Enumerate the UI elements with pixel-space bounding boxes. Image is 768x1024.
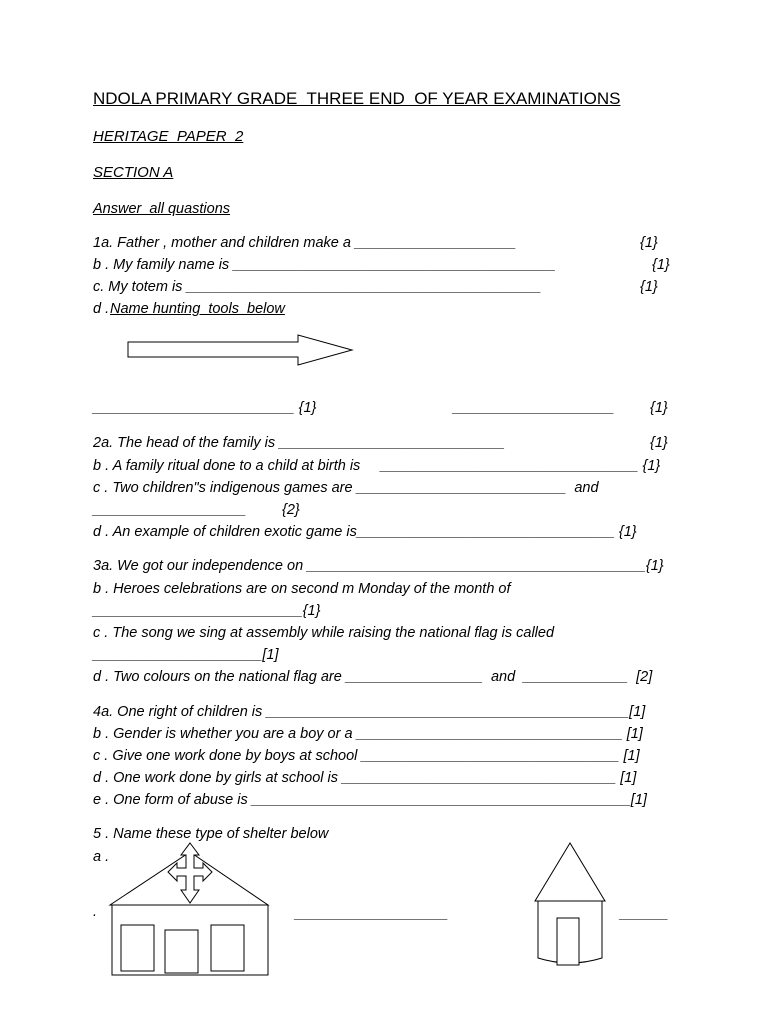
question-5: 5 . Name these type of shelter below bbox=[93, 826, 329, 842]
question-4d: d . One work done by girls at school is __________________________________ [1] bbox=[93, 770, 637, 786]
question-2b: b . A family ritual done to a child at birth is ________________________________ {1} bbox=[93, 458, 661, 474]
question-3b: b . Heroes celebrations are on second m Monday of the month of bbox=[93, 581, 511, 597]
mark-1b: {1} bbox=[652, 257, 670, 273]
mark-hunting-2: {1} bbox=[650, 400, 668, 416]
question-3c-blank: _____________________[1] bbox=[93, 647, 279, 663]
question-2c-blank: ___________________ bbox=[93, 502, 247, 518]
mark-2c: {2} bbox=[282, 502, 300, 518]
question-4b: b . Gender is whether you are a boy or a _________________________________ [1] bbox=[93, 726, 643, 742]
question-3a: 3a. We got our independence on __________________________________________{1} bbox=[93, 558, 664, 574]
section-title: SECTION A bbox=[93, 164, 174, 181]
question-3b-blank: __________________________{1} bbox=[93, 603, 321, 619]
question-1a: 1a. Father , mother and children make a ____________________ bbox=[93, 235, 517, 251]
paper-title: HERITAGE PAPER 2 bbox=[93, 128, 244, 145]
house-drawing bbox=[110, 843, 268, 975]
mark-1c: {1} bbox=[640, 279, 658, 295]
question-1c: c. My totem is ____________________________________________ bbox=[93, 279, 542, 295]
question-2d: d . An example of children exotic game is________________________________ {1} bbox=[93, 524, 637, 540]
instruction: Answer all quastions bbox=[93, 201, 231, 217]
mark-1a: {1} bbox=[640, 235, 658, 251]
question-4e: e . One form of abuse is _______________________________________________[1] bbox=[93, 792, 647, 808]
question-5a: a . bbox=[93, 849, 110, 865]
mark-2a: {1} bbox=[650, 435, 668, 451]
question-5-dot: . bbox=[93, 904, 98, 920]
question-1b: b . My family name is ________________________________________ bbox=[93, 257, 556, 273]
shelter-blank-1: ___________________ bbox=[295, 906, 449, 922]
hunting-tool-blank-1: _________________________ {1} bbox=[93, 400, 317, 416]
question-4a: 4a. One right of children is _____________________________________________[1] bbox=[93, 704, 646, 720]
spear-arrow-drawing bbox=[128, 335, 352, 365]
question-4c: c . Give one work done by boys at school ________________________________ [1] bbox=[93, 748, 640, 764]
shelter-blank-2: ______ bbox=[620, 906, 669, 922]
question-3d: d . Two colours on the national flag are _________________ and _____________ [2] bbox=[93, 669, 653, 685]
question-2c: c . Two children"s indigenous games are __________________________ and bbox=[93, 480, 599, 496]
question-1d-prefix: d . bbox=[93, 301, 110, 317]
question-3c: c . The song we sing at assembly while raising the national flag is called bbox=[93, 625, 555, 641]
hut-drawing bbox=[535, 843, 605, 965]
exam-title: NDOLA PRIMARY GRADE THREE END OF YEAR EXAMINATIONS bbox=[93, 89, 621, 108]
hunting-tool-blank-2: ____________________ bbox=[453, 400, 615, 416]
question-2a: 2a. The head of the family is ____________________________ bbox=[93, 435, 505, 451]
question-1d: Name hunting tools below bbox=[110, 301, 285, 317]
